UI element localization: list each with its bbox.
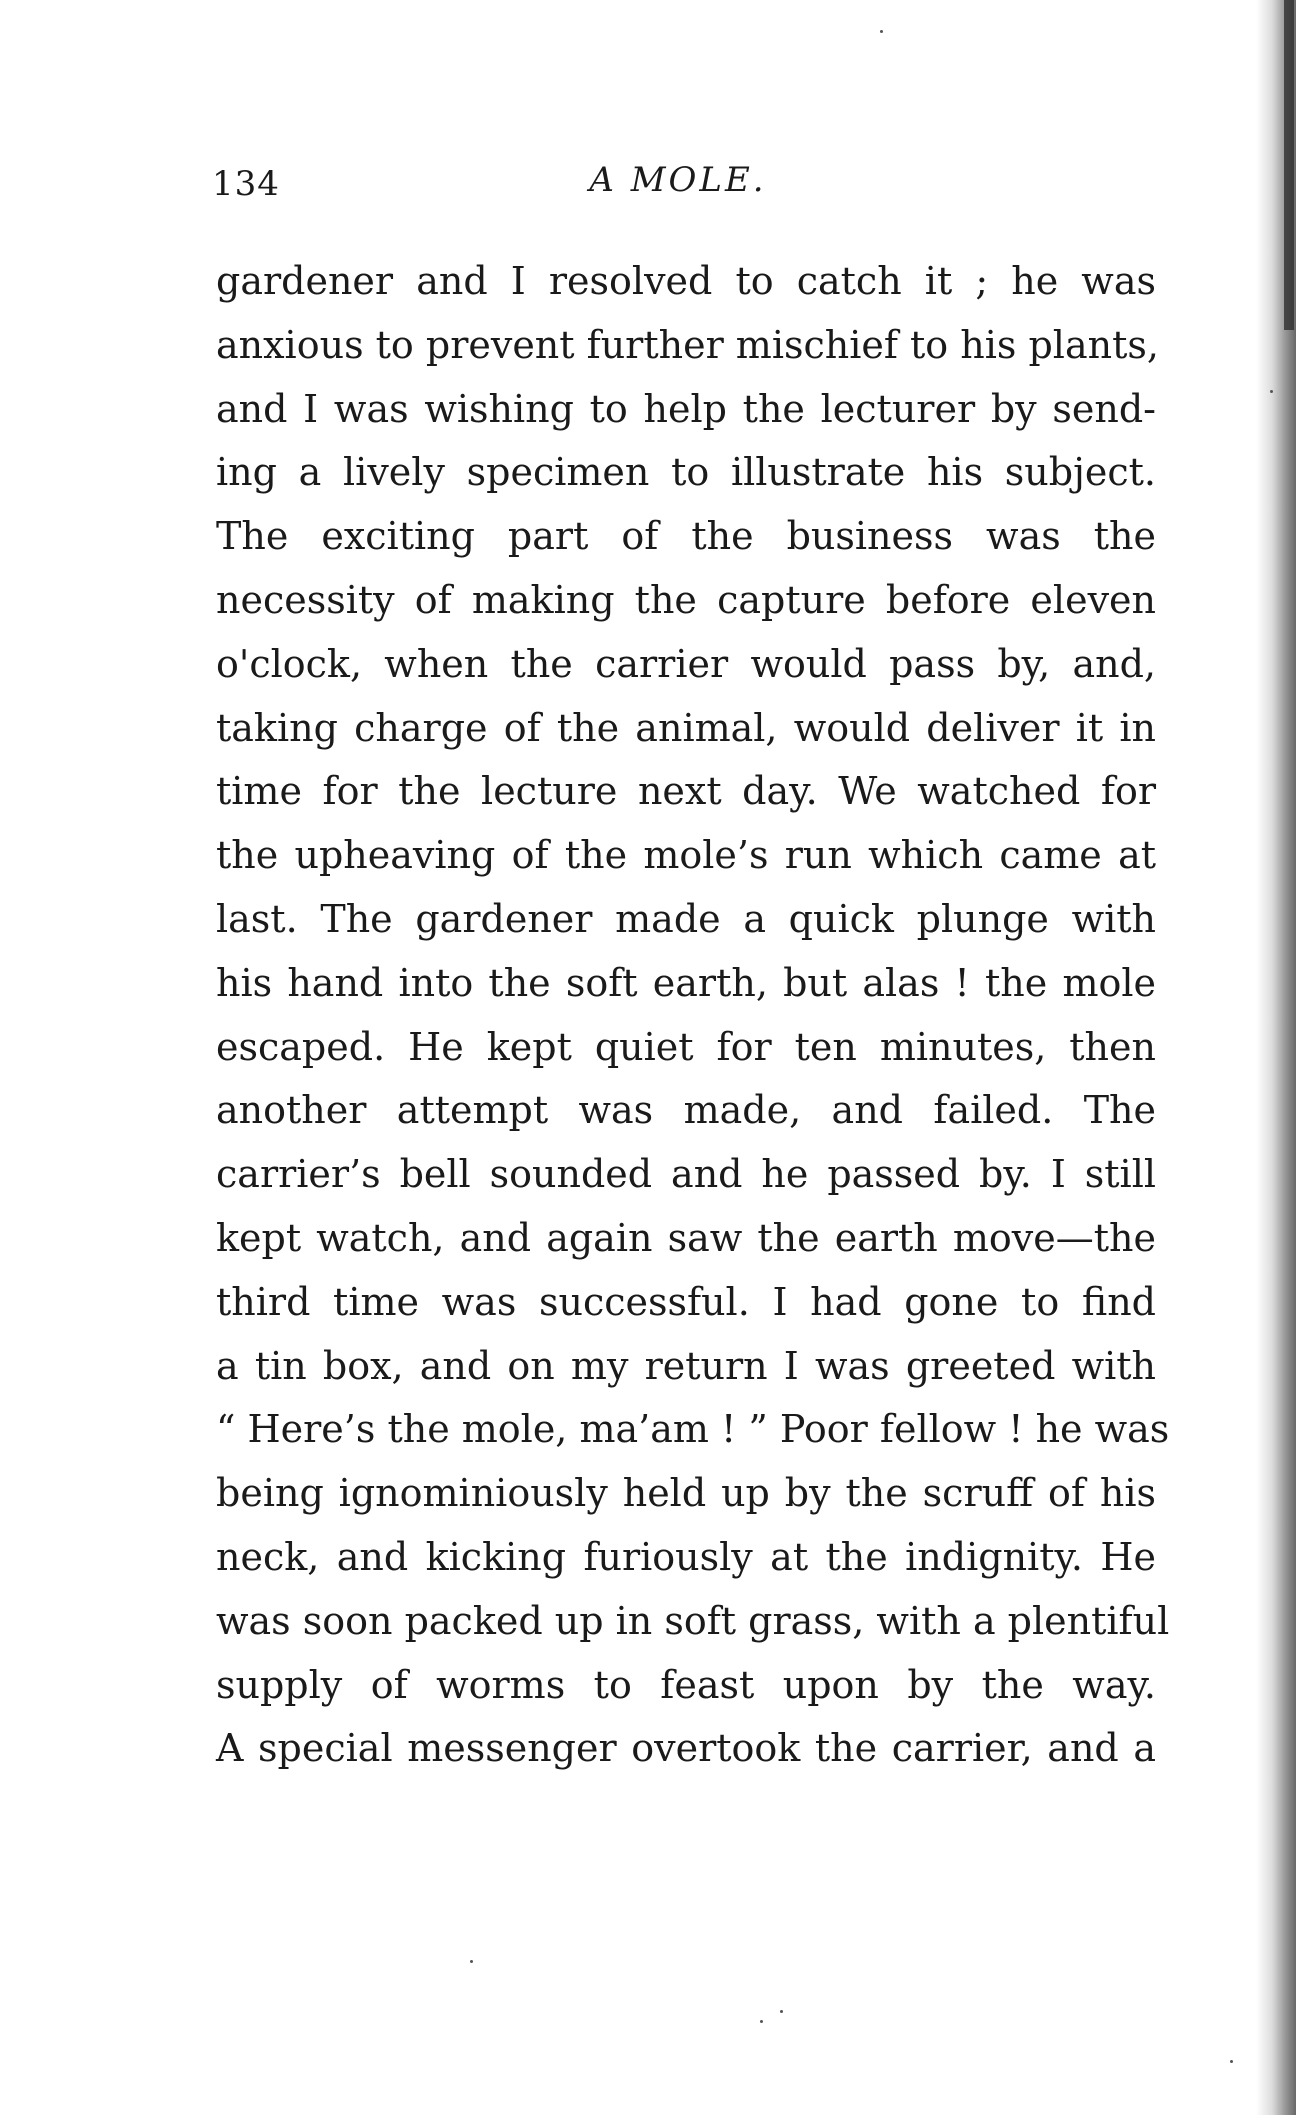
text-line: last. The gardener made a quick plunge with [216, 896, 1156, 941]
paper-speck [1270, 390, 1273, 393]
text-line: a tin box, and on my return I was greeted with [216, 1343, 1156, 1388]
text-line: escaped. He kept quiet for ten minutes, then [216, 1024, 1156, 1069]
text-line: the upheaving of the mole’s run which came at [216, 833, 1156, 878]
page-number: 134 [212, 164, 280, 204]
paper-speck [880, 30, 883, 33]
text-line: anxious to prevent further mischief to his plants, [216, 322, 1159, 367]
paper-speck [780, 2010, 783, 2013]
text-line: o'clock, when the carrier would pass by, and, [216, 641, 1156, 686]
text-line: third time was successful. I had gone to find [216, 1279, 1156, 1324]
text-line: was soon packed up in soft grass, with a plentiful [216, 1598, 1170, 1643]
running-title: A MOLE. [589, 160, 767, 200]
text-line: another attempt was made, and failed. The [216, 1088, 1156, 1133]
text-line: necessity of making the capture before eleven [216, 577, 1156, 622]
text-line: kept watch, and again saw the earth move—the [216, 1215, 1156, 1260]
text-line: taking charge of the animal, would deliver it in [216, 705, 1156, 750]
text-line: and I was wishing to help the lecturer by send- [216, 386, 1156, 431]
text-line: ing a lively specimen to illustrate his subject. [216, 450, 1156, 495]
paper-speck [760, 2020, 763, 2023]
text-line: “ Here’s the mole, ma’am ! ” Poor fellow ! he was [216, 1407, 1170, 1452]
paper-speck [470, 1960, 473, 1963]
text-line: supply of worms to feast upon by the way. [216, 1662, 1156, 1707]
text-line: his hand into the soft earth, but alas ! the mole [216, 960, 1156, 1005]
text-line: carrier’s bell sounded and he passed by. I still [216, 1152, 1156, 1197]
paper-speck [1230, 2060, 1233, 2063]
text-line: A special messenger overtook the carrier, and a [216, 1726, 1156, 1771]
page-binding-edge [1284, 0, 1294, 330]
body-text [216, 250, 1170, 1781]
text-line: time for the lecture next day. We watched for [216, 769, 1156, 814]
text-line: neck, and kicking furiously at the indignity. He [216, 1534, 1156, 1579]
text-line: The exciting part of the business was the [216, 514, 1156, 559]
text-line: being ignominiously held up by the scruff of his [216, 1471, 1156, 1516]
text-line: gardener and I resolved to catch it ; he was [216, 259, 1156, 303]
